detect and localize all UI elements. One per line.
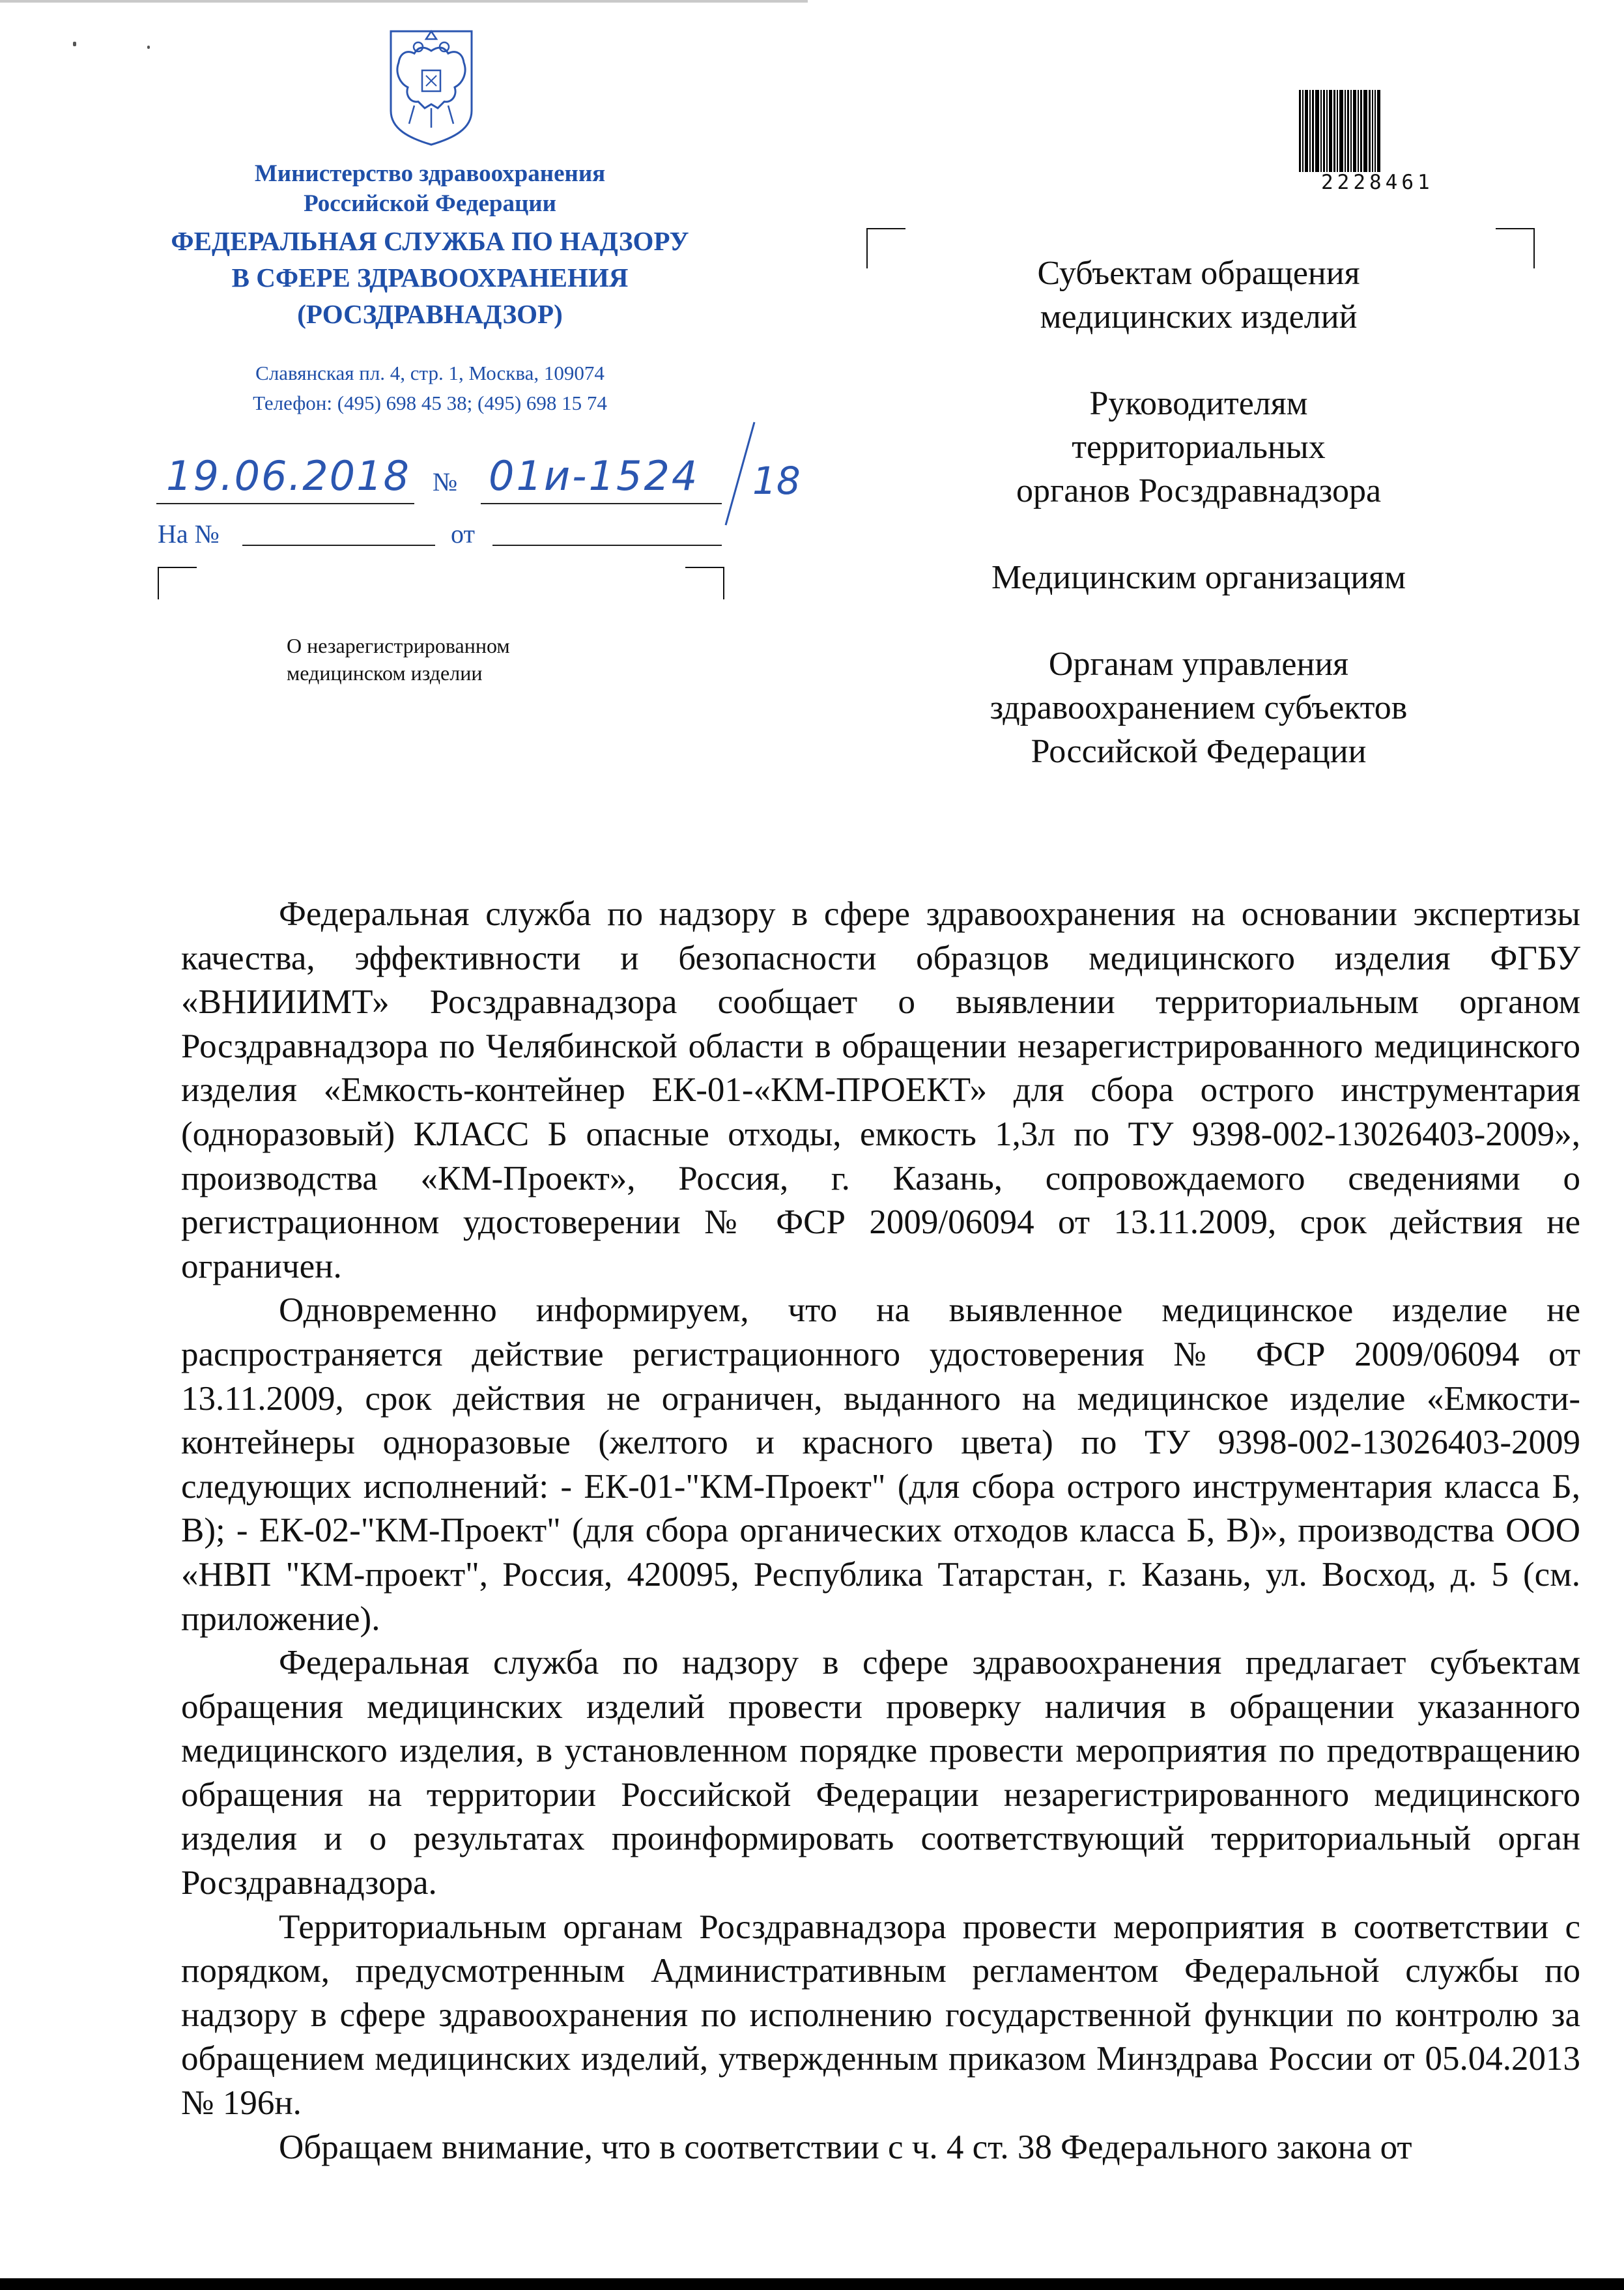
barcode-number: 2228461	[1321, 171, 1434, 194]
barcode-bar	[1363, 90, 1367, 172]
reference-from-label: от	[451, 519, 475, 549]
barcode-bar	[1358, 90, 1359, 172]
barcode-bar	[1309, 90, 1311, 172]
barcode-bar	[1360, 90, 1362, 172]
body-paragraph: Обращаем внимание, что в соответствии с ч. 4 ст. 38 Федерального закона от	[279, 2128, 1412, 2166]
barcode-bar	[1369, 90, 1371, 172]
barcode-bar	[1333, 90, 1335, 172]
recipient-2: Руководителям территориальных органов Росздравнадзора	[1016, 385, 1382, 509]
barcode-bar	[1323, 90, 1325, 172]
barcode-bar	[1372, 90, 1373, 172]
barcode-bar	[1375, 90, 1376, 172]
barcode-bar	[1320, 90, 1322, 172]
scan-edge-top	[0, 0, 808, 3]
body-paragraph: Одновременно информируем, что на выявленное медицинское изделие не распространяется действие регистрационного удостоверения № ФСР 2009/06094 от 13.11.2009, срок действия не ограничен, выданного на медицинское изделие «Емкости-контейнеры одноразовые (желтого и красного цвета) по ТУ 9398-002-13026403-2009 следующих исполнений: - ЕК-01-"КМ-Проект" (для сбора острого инструментария класса Б, В); - ЕК-02-"КМ-Проект" (для сбора органических отходов класса Б, В)», производства ООО «НВП "КМ-проект", Россия, 420095, Республика Татарстан, г. Казань, ул. Восход, д. 5 (см. приложение).	[181, 1291, 1580, 1638]
coat-of-arms-emblem-icon	[386, 27, 477, 146]
reference-label: На №	[158, 519, 220, 549]
barcode-bar	[1299, 90, 1301, 172]
barcode-bar	[1339, 90, 1343, 172]
barcode	[1299, 90, 1488, 172]
agency-phone: Телефон: (495) 698 45 38; (495) 698 15 74	[253, 392, 607, 414]
reference-date-line	[492, 545, 722, 546]
barcode-bar	[1305, 90, 1308, 172]
subject-corner-left	[158, 567, 197, 599]
date-underline	[156, 503, 414, 504]
barcode-bar	[1347, 90, 1349, 172]
barcode-bar	[1315, 90, 1319, 172]
ministry-name: Министерство здравоохранения Российской Федерации	[254, 160, 606, 217]
number-label: №	[433, 467, 458, 496]
body-paragraph: Федеральная служба по надзору в сфере здравоохранения на основании экспертизы качества, эффективности и безопасности образцов медицинского изделия ФГБУ «ВНИИИМТ» Росздравнадзора сообщает о выявлении территориальным органом Росздравнадзора по Челябинской области в обращении незарегистрированного медицинского изделия «Емкость-контейнер ЕК-01-«КМ-ПРОЕКТ» для сбора острого инструментария (одноразовый) КЛАСС Б опасные отходы, емкость 1,3л по ТУ 9398-002-13026403-2009», производства «КМ-Проект», Россия, г. Казань, сопровождаемого сведениями о регистрационном удостоверении № ФСР 2009/06094 от 13.11.2009, срок действия не ограничен.	[181, 895, 1580, 1285]
registration-date: 19.06.2018	[166, 452, 410, 500]
scan-speck	[147, 46, 150, 49]
letter-subject: О незарегистрированном медицинском изделии	[287, 634, 510, 685]
scan-speck	[73, 42, 76, 46]
barcode-bar	[1337, 90, 1338, 172]
body-paragraph: Федеральная служба по надзору в сфере здравоохранения предлагает субъектам обращения медицинских изделий провести проверку наличия в обращении указанного медицинского изделия, в установленном порядке провести мероприятия по предотвращению обращения на территории Российской Федерации незарегистрированного медицинского изделия и о результатах проинформировать соответствующий территориальный орган Росздравнадзора.	[181, 1644, 1580, 1902]
recipient-4: Органам управления здравоохранением субъектов Российской Федерации	[990, 646, 1408, 770]
reference-number-line	[242, 545, 435, 546]
barcode-bar	[1302, 90, 1303, 172]
barcode-bar	[1350, 90, 1352, 172]
recipient-corner-right	[1496, 228, 1535, 268]
recipient-corner-left	[866, 228, 905, 268]
barcode-bar	[1353, 90, 1356, 172]
recipient-1: Субъектам обращения медицинских изделий	[1037, 255, 1360, 336]
subject-corner-right	[685, 567, 724, 599]
registration-year: 18	[752, 459, 801, 503]
barcode-bar	[1345, 90, 1346, 172]
scan-edge-bottom	[0, 2278, 1624, 2290]
barcode-bar	[1329, 90, 1332, 172]
barcode-bar	[1312, 90, 1314, 172]
recipient-3: Медицинским организациям	[991, 559, 1406, 596]
agency-contacts	[150, 358, 710, 418]
agency-name: ФЕДЕРАЛЬНАЯ СЛУЖБА ПО НАДЗОРУ В СФЕРЕ ЗДРАВООХРАНЕНИЯ (РОСЗДРАВНАДЗОР)	[171, 226, 689, 329]
body-paragraph: Территориальным органам Росздравнадзора провести мероприятия в соответствии с порядком, предусмотренным Административным регламентом Федеральной службы по надзору в сфере здравоохранения по исполнению государственной функции по контролю за обращением медицинских изделий, утвержденным приказом Минздрава России от 05.04.2013 № 196н.	[181, 1908, 1580, 2123]
barcode-bar	[1326, 90, 1328, 172]
agency-address: Славянская пл. 4, стр. 1, Москва, 109074	[255, 362, 605, 384]
letter-body	[181, 893, 1580, 2169]
number-underline	[481, 503, 722, 504]
registration-number: 01и-1524	[489, 452, 700, 500]
recipients-block	[932, 251, 1466, 816]
barcode-bar	[1377, 90, 1380, 172]
